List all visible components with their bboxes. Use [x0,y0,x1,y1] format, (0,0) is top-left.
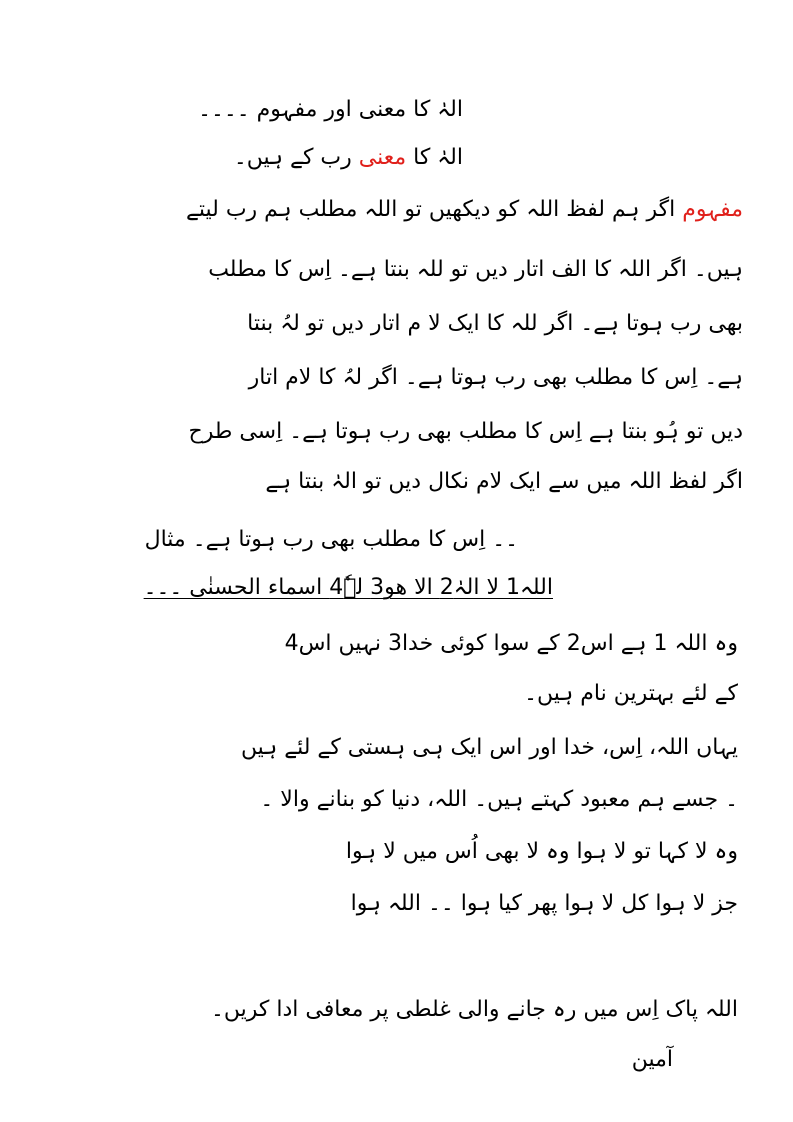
text-line-4 [208,250,743,290]
text-line-3 [186,190,743,230]
text-line-5 [247,304,743,344]
text-line-10 [144,568,553,608]
text-line-18 [632,1040,673,1080]
text-line-9 [145,520,518,560]
line-text: جز لا ہوا کل لا ہوا پھر کیا ہوا ۔۔ اللہ ہوا [350,891,738,916]
line-text: الہٰ کا معنی اور مفہوم ۔۔۔۔ [198,97,463,122]
text-line-8 [265,462,743,502]
line-text: ۔۔ اِس کا مطلب بھی رب ہوتا ہے۔ مثال [144,527,518,552]
line-text: کے لئے بہترین نام ہیں۔ [524,681,738,706]
highlighted-word: معنی [358,145,407,170]
line-text: وہ اللہ 1 ہے اس2 کے سوا کوئی خدا3 نہیں اس4 [284,631,738,656]
line-text: ہے۔ اِس کا مطلب بھی رب ہوتا ہے۔ اگر لہُ کا لام اتار [248,365,743,390]
line-text: رب کے ہیں۔ [233,145,359,170]
line-text: دیں تو ہُو بنتا ہے اِس کا مطلب بھی رب ہوتا ہے۔ اِسی طرح [188,419,743,444]
line-text: اگر لفظ اللہ میں سے ایک لام نکال دیں تو الہٰ بنتا ہے [265,469,743,494]
line-text: یہاں اللہ، اِس، خدا اور اس ایک ہی ہستی کے لئے ہیں [240,735,738,760]
line-text: بھی رب ہوتا ہے۔ اگر للہ کا ایک لا م اتار دیں تو لہُ بنتا [247,311,743,336]
text-line-15 [346,832,738,872]
text-line-6 [249,358,743,398]
text-line-2 [234,138,463,178]
line-text: اللہ پاک اِس میں رہ جانے والی غلطی پر معافی ادا کریں۔ [211,997,738,1022]
text-line-16 [351,884,738,924]
text-line-14 [260,780,738,820]
line-text: آمین [631,1047,673,1072]
highlighted-word: مفہوم [682,197,743,222]
text-line-13 [241,728,738,768]
text-line-17 [211,990,738,1030]
line-text: ہیں۔ اگر اللہ کا الف اتار دیں تو للہ بنتا ہے۔ اِس کا مطلب [208,257,743,282]
text-line-1 [198,90,463,130]
line-text: وہ لا کہا تو لا ہوا وہ لا بھی اُس میں لا ہوا [345,839,738,864]
text-line-11 [285,624,738,664]
line-text: اللہ1 لا الہٰ2 الا ھو3 لہٗ4 اسماء الحسنٰی ۔۔۔ [143,575,553,600]
line-prefix: الہٰ کا [406,145,463,170]
text-line-7 [189,412,744,452]
text-line-12 [524,674,738,714]
line-text: اگر ہم لفظ اللہ کو دیکھیں تو اللہ مطلب ہم رب لیتے [185,197,683,222]
line-text: ۔ جسے ہم معبود کہتے ہیں۔ اللہ، دنیا کو بنانے والا ۔ [260,787,738,812]
